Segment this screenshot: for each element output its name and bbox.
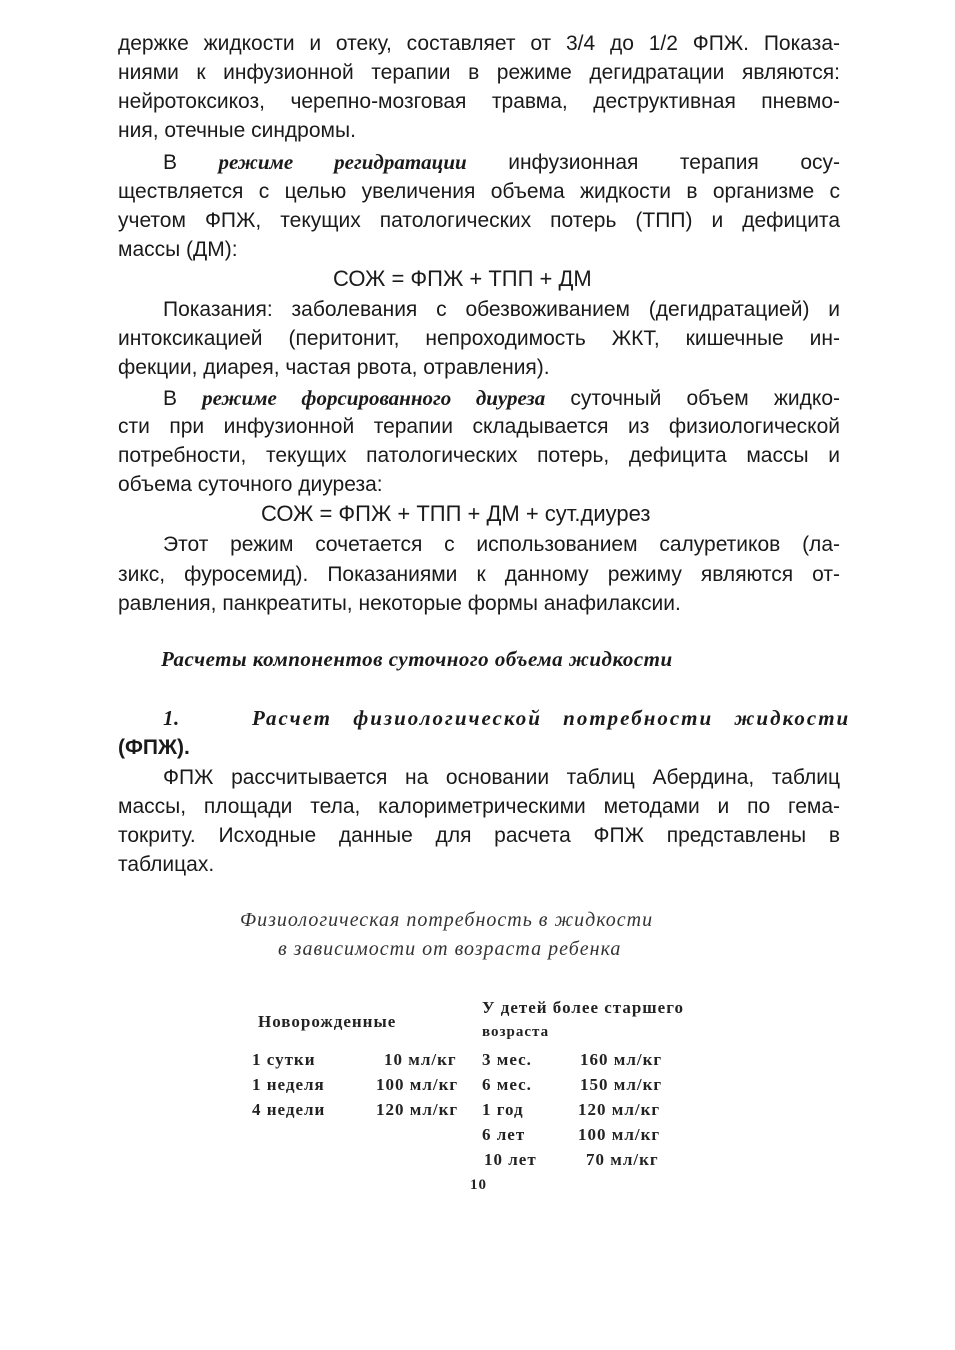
subsection-heading: Расчет физиологической потребности жидкости [252, 706, 851, 730]
table-cell-age: 3 мес. [482, 1050, 532, 1069]
table-cell-age: 1 неделя [252, 1075, 325, 1094]
section-heading: Расчеты компонентов суточного объема жидкости [161, 647, 673, 671]
paragraph-line: зикс, фуросемид). Показаниями к данному режиму являются от- [118, 563, 840, 586]
subsection-heading-tail: (ФПЖ). [118, 736, 190, 759]
paragraph-line: потребности, текущих патологических потерь, дефицита массы и [118, 444, 840, 467]
paragraph-line: держке жидкости и отеку, составляет от 3/4 до 1/2 ФПЖ. Показа- [118, 32, 840, 55]
table-cell-age: 6 лет [482, 1125, 526, 1144]
table-cell-age: 6 мес. [482, 1075, 532, 1094]
paragraph-line: массы (ДМ): [118, 238, 238, 261]
table-header-newborns: Новорожденные [258, 1012, 397, 1031]
paragraph-line: ФПЖ рассчитывается на основании таблиц Абердина, таблиц [163, 766, 840, 789]
table-cell-value: 70 мл/кг [586, 1150, 659, 1169]
paragraph-line: ния, отечные синдромы. [118, 119, 356, 142]
text-run: В [163, 151, 219, 174]
table-cell-value: 10 мл/кг [384, 1050, 457, 1069]
paragraph-line: нейротоксикоз, черепно-мозговая травма, деструктивная пневмо- [118, 90, 840, 113]
table-cell-value: 100 мл/кг [578, 1125, 661, 1144]
text-run: В [163, 387, 203, 410]
text-run: инфузионная терапия осу- [466, 151, 840, 174]
table-cell-value: 150 мл/кг [580, 1075, 663, 1094]
paragraph-line: интоксикацией (перитонит, непроходимость ЖКТ, кишечные ин- [118, 327, 840, 350]
formula-rehydration: СОЖ = ФПЖ + ТПП + ДМ [333, 266, 592, 291]
table-cell-value: 120 мл/кг [376, 1100, 459, 1119]
paragraph-line: таблицах. [118, 853, 215, 876]
table-cell-value: 100 мл/кг [376, 1075, 459, 1094]
table-cell-age: 10 лет [484, 1150, 537, 1169]
subsection-number: 1. [163, 706, 180, 730]
table-cell-age: 4 недели [252, 1100, 326, 1119]
page-number: 10 [470, 1177, 487, 1193]
table-cell-age: 1 год [482, 1100, 524, 1119]
paragraph-line: объема суточного диуреза: [118, 473, 383, 496]
table-cell-age: 1 сутки [252, 1050, 316, 1069]
table-header-older: возраста [482, 1024, 550, 1040]
paragraph-line: массы, площади тела, калориметрическими методами и по гема- [118, 795, 840, 818]
paragraph-line: фекции, диарея, частая рвота, отравления). [118, 356, 550, 379]
table-cell-value: 160 мл/кг [580, 1050, 663, 1069]
paragraph-line: ниями к инфузионной терапии в режиме дегидратации являются: [118, 61, 840, 84]
table-header-older: У детей более старшего [482, 998, 684, 1017]
paragraph-line: равления, панкреатиты, некоторые формы анафилаксии. [118, 592, 681, 615]
paragraph-line: Этот режим сочетается с использованием салуретиков (ла- [163, 533, 840, 556]
paragraph-line: учетом ФПЖ, текущих патологических потерь (ТПП) и дефицита [118, 209, 840, 232]
paragraph-line: токриту. Исходные данные для расчета ФПЖ представлены в [118, 824, 840, 847]
formula-forced-diuresis: СОЖ = ФПЖ + ТПП + ДМ + сут.диурез [261, 501, 651, 526]
emphasis-rehydration: режиме регидратации [218, 150, 467, 174]
emphasis-forced-diuresis: режиме форсированного диуреза [202, 386, 546, 410]
table-caption: Физиологическая потребность в жидкости [240, 909, 654, 931]
paragraph-line: сти при инфузионной терапии складывается из физиологической [118, 415, 840, 438]
table-cell-value: 120 мл/кг [578, 1100, 661, 1119]
paragraph-line [163, 384, 840, 413]
paragraph-line [163, 148, 840, 177]
paragraph-line: ществляется с целью увеличения объема жидкости в организме с [118, 180, 840, 203]
paragraph-line: Показания: заболевания с обезвоживанием (дегидратацией) и [163, 298, 840, 321]
text-run: суточный объем жидко- [545, 387, 840, 410]
table-caption: в зависимости от возраста ребенка [278, 938, 622, 960]
